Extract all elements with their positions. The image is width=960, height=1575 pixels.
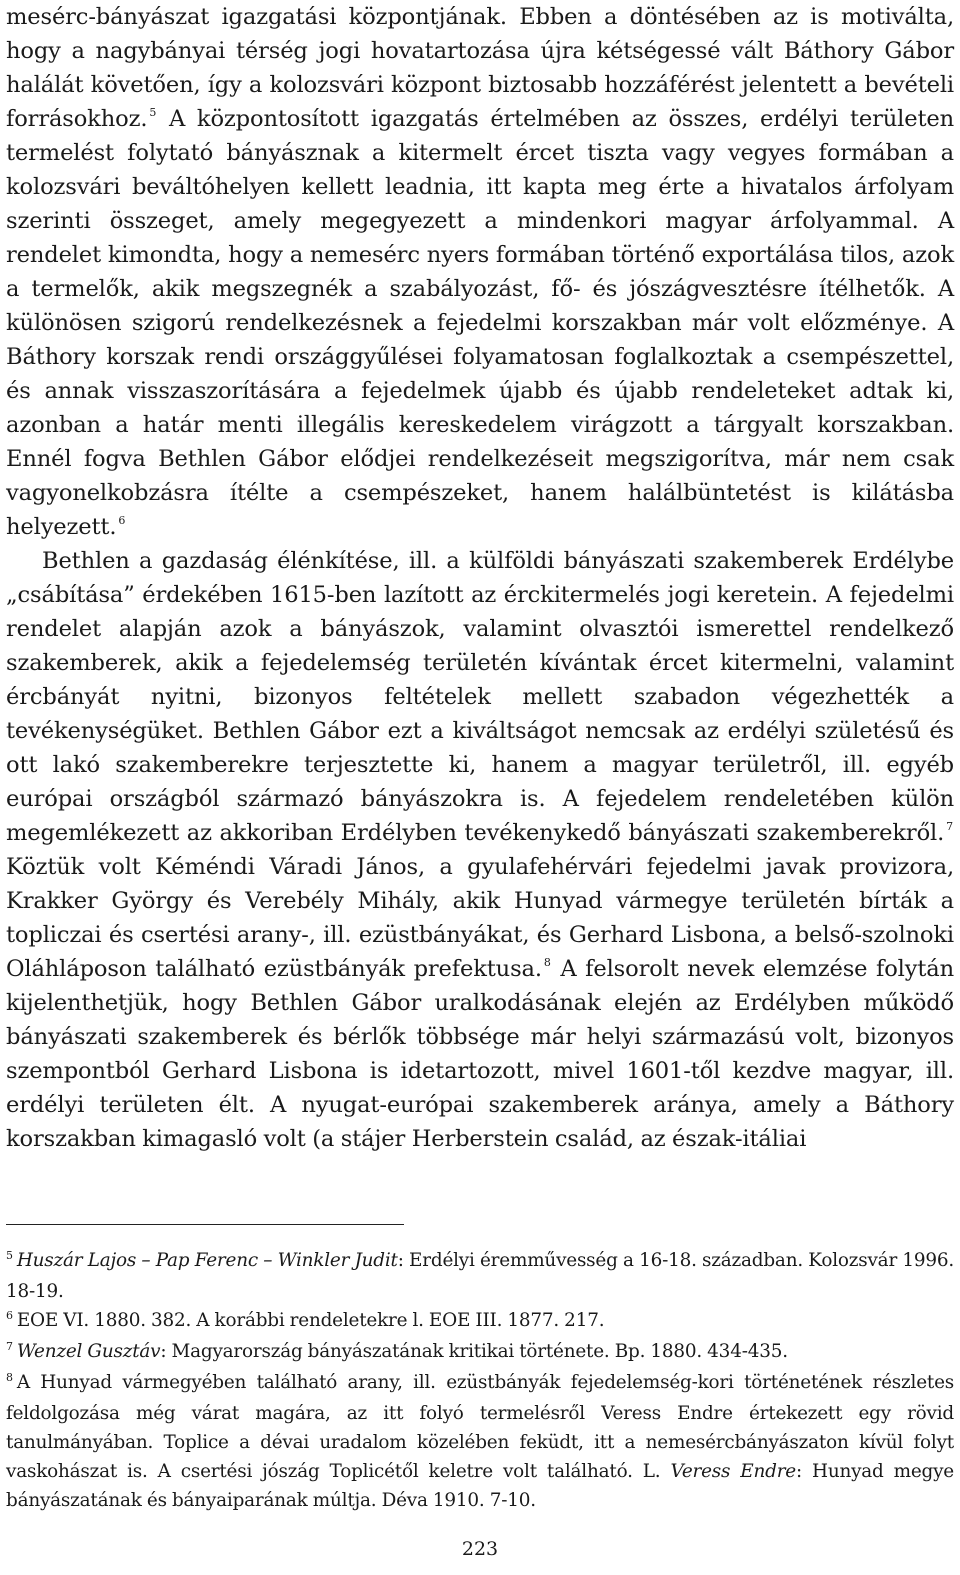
paragraph-1	[6, 0, 954, 544]
footnote-text: EOE VI. 1880. 382. A korábbi rendeletekre l. EOE III. 1877. 217.	[16, 1310, 605, 1331]
footnote-ref-7[interactable]: 7	[946, 820, 953, 833]
body-text	[6, 0, 954, 1156]
footnotes	[6, 1246, 954, 1515]
footnote-number: 8	[6, 1371, 13, 1384]
footnote-number: 7	[6, 1340, 13, 1353]
footnote-number: 5	[6, 1249, 13, 1262]
footnote-author: Wenzel Gusztáv	[16, 1341, 161, 1362]
page-number: 223	[461, 1538, 499, 1560]
page-content	[6, 0, 954, 1156]
footnote-ref-6[interactable]: 6	[118, 514, 126, 527]
footnote-author: Huszár Lajos – Pap Ferenc – Winkler Judit	[16, 1250, 398, 1271]
paragraph-2-text-b: Köztük volt Kéméndi Váradi János, a gyulafehérvári fejedelmi javak provizora, Krakker György és Verebély Mihály, akik Hunyad vármegye területén bírták a topliczai és csertési arany-, ill. ezüstbányákat, és Gerhard Lisbona, a belső-szolnoki Oláhláposon található ezüstbányák prefektusa.	[6, 854, 954, 982]
footnote-author: Veress Endre	[670, 1461, 796, 1482]
paragraph-1-text-a: mesérc-bányászat igazgatási központjának. Ebben a döntésében az is motiválta, hogy a nagybányai térség jogi hovatartozása újra kétségessé vált Báthory Gábor halálát követően, így a kolozsvári központ biztosabb hozzáférést jelentett a bevételi forrásokhoz.	[6, 4, 954, 132]
footnote-7	[6, 1337, 954, 1368]
footnote-6	[6, 1306, 954, 1337]
footnote-separator	[6, 1224, 404, 1225]
paragraph-1-text-b: A központosított igazgatás értelmében az összes, erdélyi területen termelést folytató bányásznak a kitermelt ércet tiszta vagy vegyes formában a kolozsvári beváltóhelyen kellett leadnia, itt kapta meg érte a hivatalos árfolyam szerinti összeget, amely megegyezett a mindenkori magyar árfolyammal. A rendelet kimondta, hogy a nemesérc nyers formában történő exportálása tilos, azok a termelők, akik megszegnék a szabályozást, fő- és jószágvesztésre ítélhetők. A különösen szigorú rendelkezésnek a fejedelmi korszakban már volt előzménye. A Báthory korszak rendi országgyűlései folyamatosan foglalkoztak a csempészettel, és annak visszaszorítására a fejedelmek újabb és újabb rendeleteket adtak ki, azonban a határ menti illegális kereskedelem virágzott a tárgyalt korszakban. Ennél fogva Bethlen Gábor elődjei rendelkezéseit megszigorítva, már nem csak vagyonelkobzásra ítélte a csempészeket, hanem halálbüntetést is kilátásba helyezett.	[6, 106, 954, 540]
footnote-text: A Hunyad vármegyében található arany, ill. ezüstbányák fejedelemség-kori történetének részletes feldolgozása még várat magára, az itt folyó termelésről Veress Endre értekezett egy rövid tanulmányában. Toplice a dévai uradalom közelében feküdt, itt a nemesércbányászaton kívül folyt vaskohászat is. A csertési jószág Toplicétől keletre volt található. L.	[6, 1372, 954, 1482]
footnote-5	[6, 1246, 954, 1306]
paragraph-2	[6, 544, 954, 1156]
footnote-ref-8[interactable]: 8	[543, 956, 551, 969]
paragraph-2-text-c: A felsorolt nevek elemzése folytán kijelenthetjük, hogy Bethlen Gábor uralkodásának elején az Erdélyben működő bányászati szakemberek és bérlők többsége már helyi származású volt, bizonyos szempontból Gerhard Lisbona is idetartozott, mivel 1601-től kezdve magyar, ill. erdélyi területen élt. A nyugat-európai szakemberek aránya, amely a Báthory korszakban kimagasló volt (a stájer Herberstein család, az észak-itáliai	[6, 956, 954, 1152]
footnote-text: : Erdélyi éremművesség a 16-18. században. Kolozsvár 1996. 18-19.	[6, 1250, 954, 1302]
footnote-number: 6	[6, 1309, 13, 1322]
footnote-text-continued: : Hunyad megye bányászatának és bányaiparának múltja. Déva 1910. 7-10.	[6, 1461, 954, 1511]
footnote-text: : Magyarország bányászatának kritikai története. Bp. 1880. 434-435.	[160, 1341, 788, 1362]
footnote-ref-5[interactable]: 5	[149, 106, 157, 119]
footnote-8	[6, 1368, 954, 1515]
paragraph-2-text-a: Bethlen a gazdaság élénkítése, ill. a külföldi bányászati szakemberek Erdélybe „csábítása” érdekében 1615-ben lazított az érckitermelés jogi keretein. A fejedelmi rendelet alapján azok a bányászok, valamint olvasztói ismerettel rendelkező szakemberek, akik a fejedelemség területén kívántak ércet kitermelni, valamint ércbányát nyitni, bizonyos feltételek mellett szabadon végezhették a tevékenységüket. Bethlen Gábor ezt a kiváltságot nemcsak az erdélyi születésű és ott lakó szakemberekre terjesztette ki, hanem a magyar területről, ill. egyéb európai országból származó bányászokra is. A fejedelem rendeletében külön megemlékezett az akkoriban Erdélyben tevékenykedő bányászati szakemberekről.	[6, 548, 954, 846]
